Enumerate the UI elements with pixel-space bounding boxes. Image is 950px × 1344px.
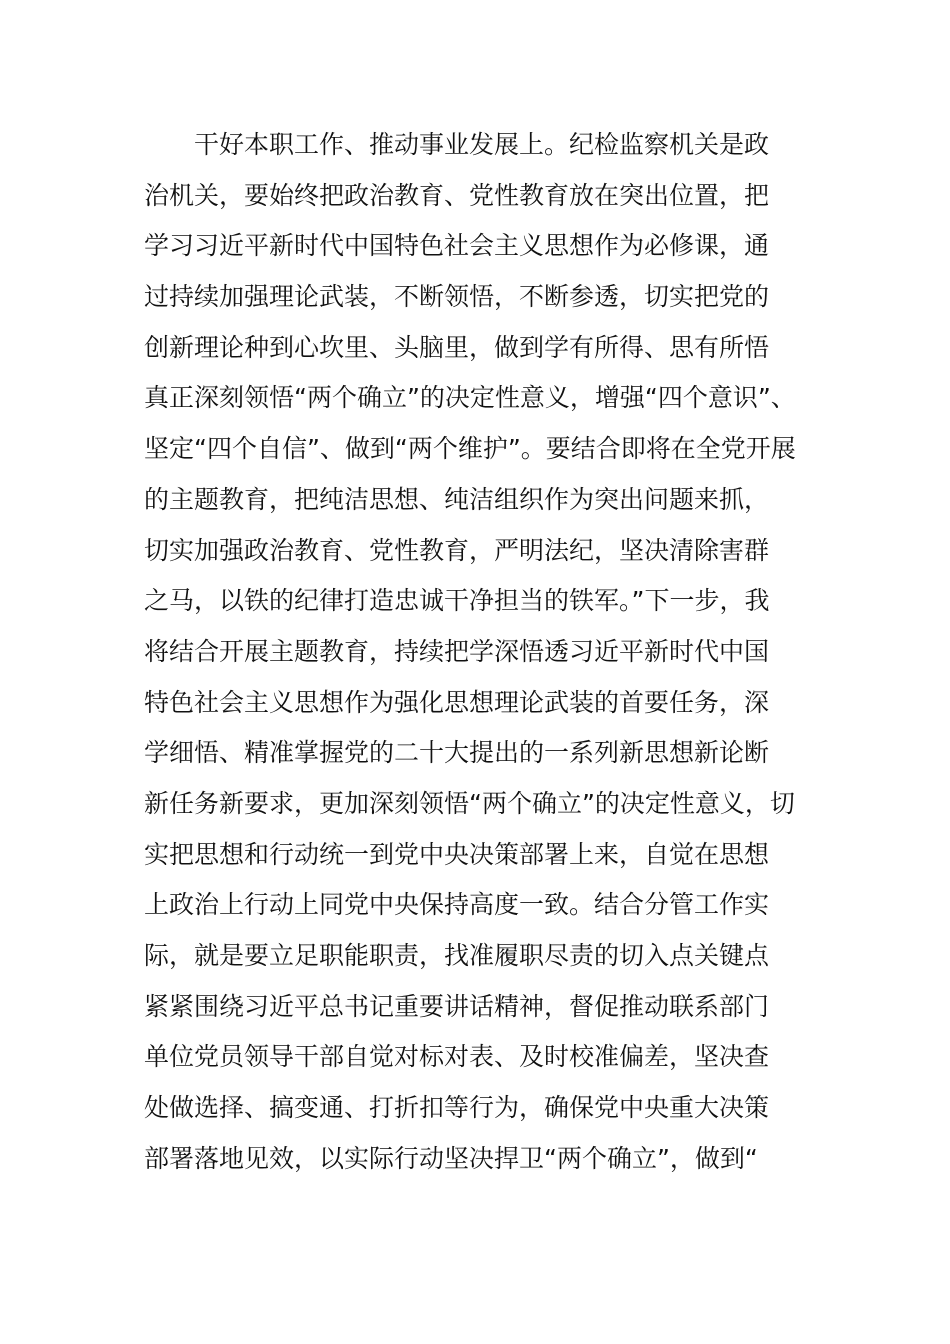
text-line: 部署落地见效，以实际行动坚决捍卫“两个确立”，做到“ (144, 1143, 758, 1173)
text-line: 真正深刻领悟“两个确立”的决定性意义，增强“四个意识”、 (144, 383, 796, 413)
text-line: 紧紧围绕习近平总书记重要讲话精神，督促推动联系部门 (144, 991, 770, 1021)
text-line: 学细悟、精准掌握党的二十大提出的一系列新思想新论断 (144, 738, 770, 768)
text-line: 创新理论种到心坎里、头脑里，做到学有所得、思有所悟 (144, 332, 770, 362)
text-line: 坚定“四个自信”、做到“两个维护”。要结合即将在全党开展 (144, 434, 796, 464)
text-line: 处做选择、搞变通、打折扣等行为，确保党中央重大决策 (144, 1093, 770, 1123)
text-line: 特色社会主义思想作为强化思想理论武装的首要任务，深 (144, 687, 770, 717)
text-line: 新任务新要求，更加深刻领悟“两个确立”的决定性意义，切 (144, 788, 795, 818)
text-line: 的主题教育，把纯洁思想、纯洁组织作为突出问题来抓， (144, 484, 770, 514)
text-line: 将结合开展主题教育，持续把学深悟透习近平新时代中国 (144, 636, 770, 666)
text-line: 际，就是要立足职能职责，找准履职尽责的切入点关键点 (144, 941, 770, 970)
text-line: 治机关，要始终把政治教育、党性教育放在突出位置，把 (144, 180, 770, 210)
text-line: 实把思想和行动统一到党中央决策部署上来，自觉在思想 (144, 839, 770, 869)
text-line: 上政治上行动上同党中央保持高度一致。结合分管工作实 (144, 890, 770, 920)
text-line: 单位党员领导干部自觉对标对表、及时校准偏差，坚决查 (144, 1042, 770, 1072)
body-paragraph (144, 120, 816, 1184)
text-line: 之马，以铁的纪律打造忠诚干净担当的铁军。”下一步，我 (144, 586, 770, 616)
text-line: 切实加强政治教育、党性教育，严明法纪，坚决清除害群 (144, 535, 770, 565)
text-line: 干好本职工作、推动事业发展上。纪检监察机关是政 (194, 130, 770, 159)
text-line: 学习习近平新时代中国特色社会主义思想作为必修课，通 (144, 231, 770, 261)
text-line: 过持续加强理论武装，不断领悟，不断参透，切实把党的 (144, 282, 770, 312)
